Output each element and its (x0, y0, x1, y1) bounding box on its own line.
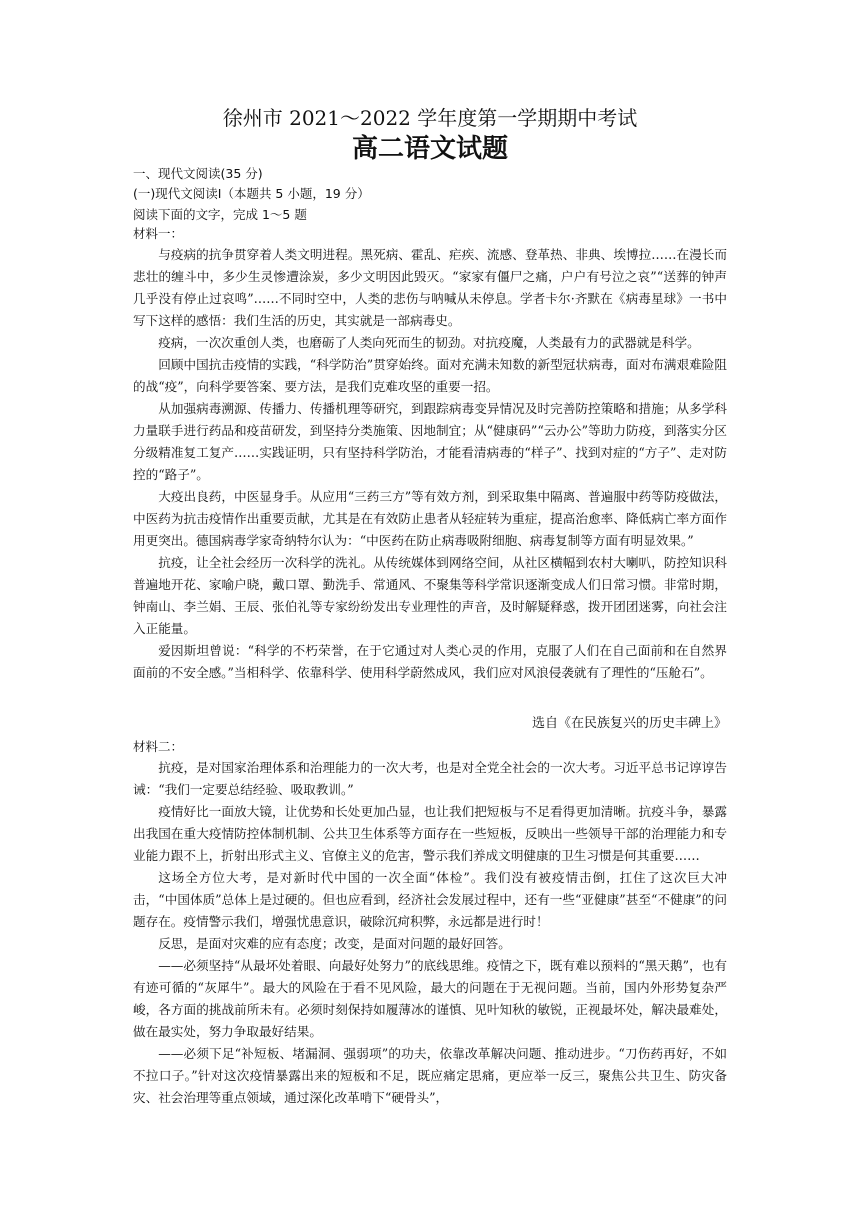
exam-subtitle: 高二语文试题 (351, 134, 508, 164)
material1-paragraph: 与疫病的抗争贯穿着人类文明进程。黑死病、霍乱、疟疾、流感、登革热、非典、埃博拉……在漫长而悲壮的缠斗中，多少生灵惨遭涂炭，多少文明因此毁灭。“家家有僵尸之痛，户户有号泣之哀”“送葬的钟声几乎没有停止过哀鸣”……不同时空中，人类的悲伤与呐喊从未停息。学者卡尔·齐默在《病毒星球》一书中写下这样的感悟：我们生活的历史，其实就是一部病毒史。 (133, 247, 727, 328)
material1-paragraph: 大疫出良药，中医显身手。从应用“三药三方”等有效方剂，到采取集中隔离、普遍服中药等防疫做法，中医药为抗击疫情作出重要贡献，尤其是在有效防止患者从轻症转为重症，提高治愈率、降低病亡率方面作用更突出。德国病毒学家奇纳特尔认为：“中医药在防止病毒吸附细胞、病毒复制等方面有明显效果。” (133, 489, 727, 548)
material1-paragraph: 抗疫，让全社会经历一次科学的洗礼。从传统媒体到网络空间，从社区横幅到农村大喇叭，防控知识科普遍地开花、家喻户晓，戴口罩、勤洗手、常通风、不聚集等科学常识逐渐变成人们日常习惯。非常时期，钟南山、李兰娟、王辰、张伯礼等专家纷纷发出专业理性的声音，及时解疑释惑，拨开团团迷雾，向社会注入正能量。 (133, 555, 727, 636)
subsection-title: (一)现代文阅读Ⅰ（本题共 5 小题，19 分） (133, 186, 370, 201)
material2-paragraph: 疫情好比一面放大镜，让优势和长处更加凸显，也让我们把短板与不足看得更加清晰。抗疫斗争，暴露出我国在重大疫情防控体制机制、公共卫生体系等方面存在一些短板，反映出一些领导干部的治理能力和专业能力跟不上，折射出形式主义、官僚主义的危害，警示我们养成文明健康的卫生习惯是何其重要…… (133, 804, 727, 863)
material2-paragraph: 抗疫，是对国家治理体系和治理能力的一次大考，也是对全党全社会的一次大考。习近平总书记谆谆告诫：“我们一定要总结经验、吸取教训。” (133, 760, 727, 797)
material2-paragraph: 反思，是面对灾难的应有态度；改变，是面对问题的最好回答。 (158, 936, 511, 951)
material2-body (133, 757, 727, 1109)
material2-label: 材料二： (133, 739, 184, 754)
material2-paragraph: ——必须坚持“从最坏处着眼、向最好处努力”的底线思维。疫情之下，既有难以预料的“黑天鹅”，也有有迹可循的“灰犀牛”。最大的风险在于看不见风险，最大的问题在于无视问题。当前，国内外形势复杂严峻，各方面的挑战前所未有。必须时刻保持如履薄冰的谨慎、见叶知秋的敏锐，正视最坏处，解决最难处，做在最实处，努力争取最好结果。 (133, 958, 727, 1039)
material1-paragraph: 从加强病毒溯源、传播力、传播机理等研究，到跟踪病毒变异情况及时完善防控策略和措施；从多学科力量联手进行药品和疫苗研发，到坚持分类施策、因地制宜；从“健康码”“云办公”等助力防疫，到落实分区分级精准复工复产……实践证明，只有坚持科学防治，才能看清病毒的“样子”、找到对症的“方子”、走对防控的“路子”。 (133, 401, 727, 482)
material2-paragraph: ——必须下足“补短板、堵漏洞、强弱项”的功夫，依靠改革解决问题、推动进步。“刀伤药再好，不如不拉口子。”针对这次疫情暴露出来的短板和不足，既应痛定思痛，更应举一反三，聚焦公共卫生、防灾备灾、社会治理等重点领域，通过深化改革啃下“硬骨头”， (133, 1046, 727, 1105)
material1-body (133, 244, 727, 684)
material2-paragraph: 这场全方位大考，是对新时代中国的一次全面“体检”。我们没有被疫情击倒，扛住了这次巨大冲击，“中国体质”总体上是过硬的。但也应看到，经济社会发展过程中，还有一些“亚健康”甚至“不健康”的问题存在。疫情警示我们，增强忧患意识，破除沉疴积弊，永远都是进行时！ (133, 870, 727, 929)
reading-instruction: 阅读下面的文字，完成 1～5 题 (133, 207, 307, 222)
material1-source: 选自《在民族复兴的历史丰碑上》 (531, 716, 727, 731)
section-title: 一、现代文阅读(35 分) (133, 166, 263, 181)
exam-title: 徐州市 2021～2022 学年度第一学期期中考试 (222, 106, 638, 130)
material1-paragraph: 爱因斯坦曾说：“科学的不朽荣誉，在于它通过对人类心灵的作用，克服了人们在自己面前和在自然界面前的不安全感。”当相科学、依靠科学、使用科学蔚然成风，我们应对风浪侵袭就有了理性的“压舱石”。 (133, 643, 727, 680)
material1-paragraph: 回顾中国抗击疫情的实践，“科学防治”贯穿始终。面对充满未知数的新型冠状病毒，面对布满艰难险阻的战“疫”，向科学要答案、要方法，是我们克难攻坚的重要一招。 (133, 357, 727, 394)
material1-label: 材料一： (133, 226, 184, 241)
material1-paragraph: 疫病，一次次重创人类，也磨砺了人类向死而生的韧劲。对抗疫魔，人类最有力的武器就是科学。 (158, 335, 700, 350)
